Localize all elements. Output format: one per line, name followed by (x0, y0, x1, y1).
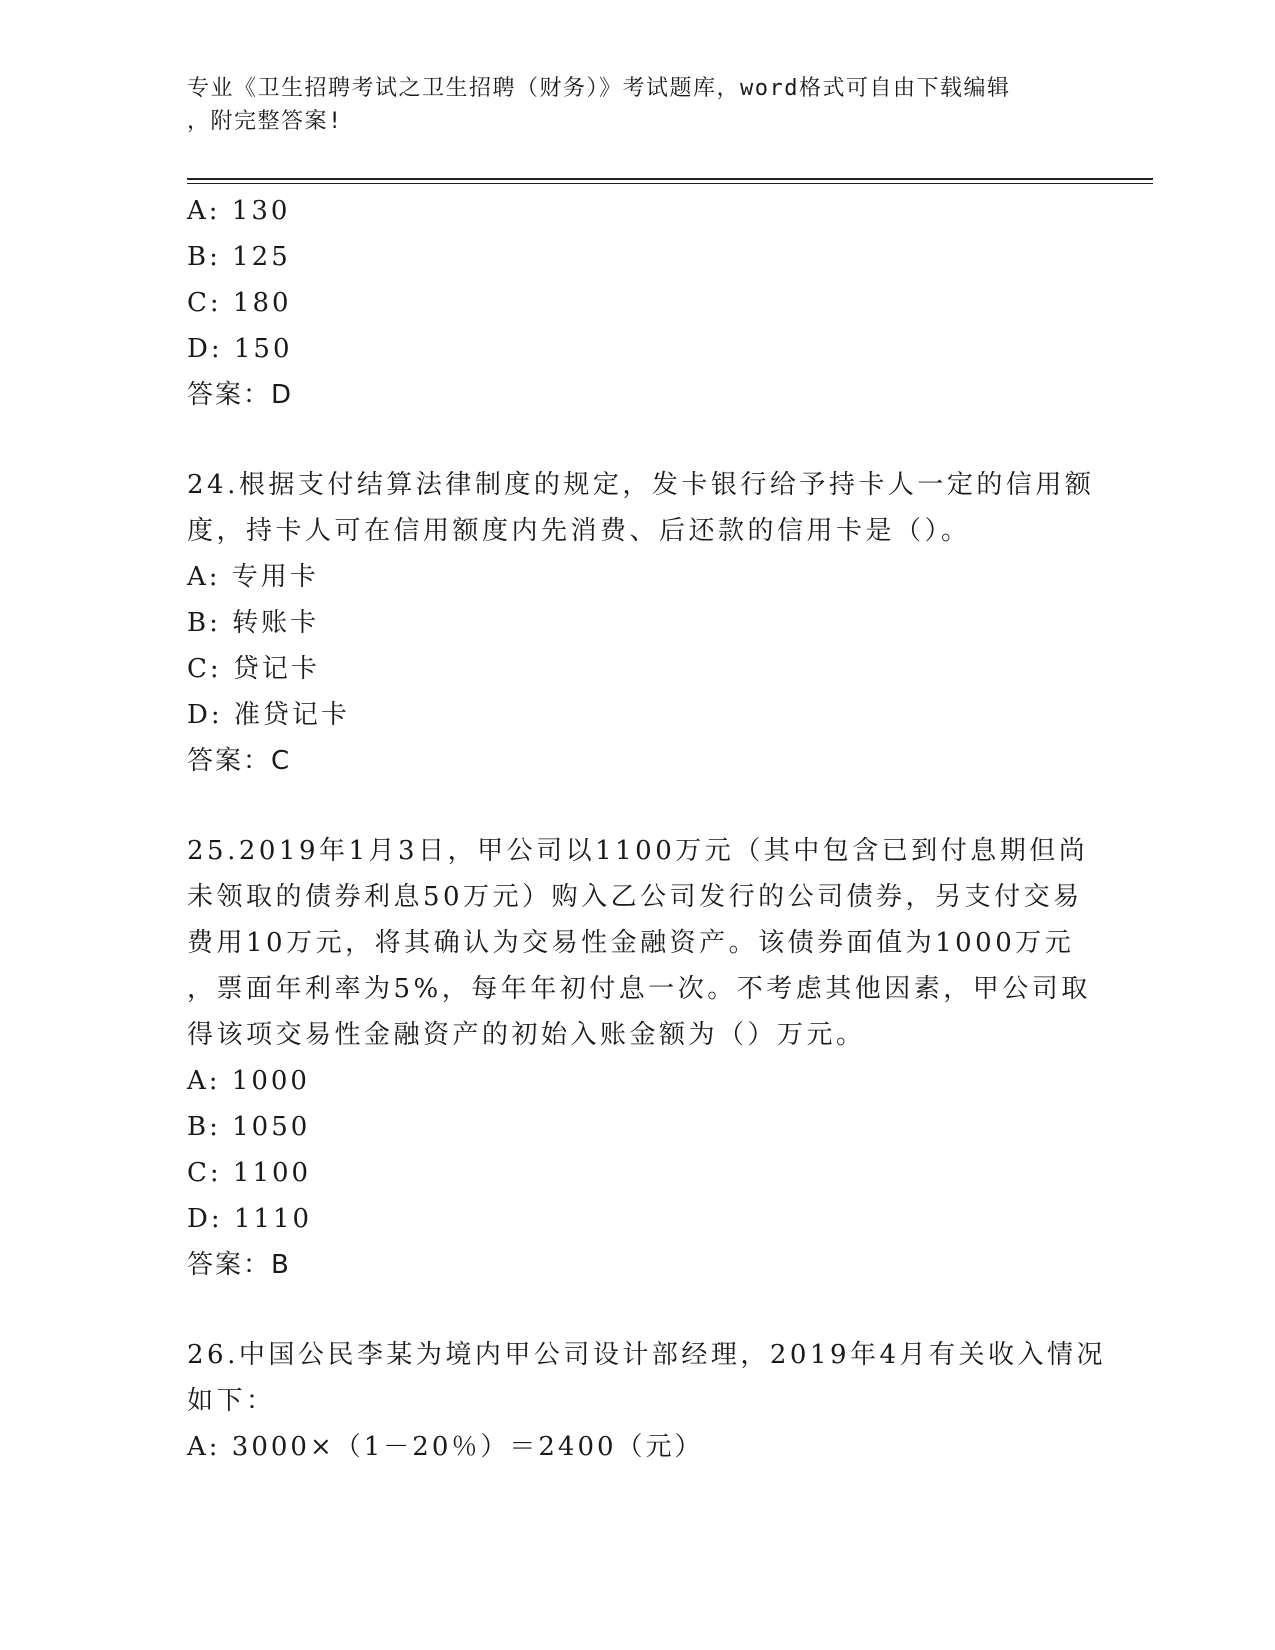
question-list (187, 188, 1107, 1470)
answer: 答案：B (187, 1250, 291, 1280)
question-23 (187, 188, 1087, 418)
header-line-2: ，附完整答案! (187, 109, 343, 134)
question-text-line: 如下： (187, 1386, 276, 1416)
answer: 答案：C (187, 746, 292, 776)
answer: 答案：D (187, 380, 294, 410)
spacer (187, 418, 1087, 462)
option-c: C: 180 (187, 288, 292, 318)
option-a: A: 130 (187, 196, 291, 226)
option-c: C: 1100 (187, 1158, 312, 1188)
option-d: D: 1110 (187, 1204, 313, 1234)
question-text-line: 未领取的债券利息50万元）购入乙公司发行的公司债券，另支付交易 (187, 882, 1083, 912)
option-d: D: 150 (187, 334, 293, 364)
question-text-line: 度，持卡人可在信用额度内先消费、后还款的信用卡是（）。 (187, 516, 971, 546)
question-24 (187, 462, 1095, 784)
question-text-line: 费用10万元，将其确认为交易性金融资产。该债券面值为1000万元 (187, 928, 1075, 958)
option-b: B: 1050 (187, 1112, 311, 1142)
spacer (187, 1288, 1087, 1332)
option-a: A: 专用卡 (187, 562, 319, 592)
option-d: D: 准贷记卡 (187, 700, 350, 730)
question-25 (187, 828, 1091, 1288)
header-rule-thin (187, 183, 1153, 184)
question-text-line: ，票面年利率为5%，每年年初付息一次。不考虑其他因素，甲公司取 (187, 974, 1091, 1004)
question-text-line: 24.根据支付结算法律制度的规定，发卡银行给予持卡人一定的信用额 (187, 470, 1095, 500)
document-header (187, 72, 1087, 138)
option-a: A: 1000 (187, 1066, 310, 1096)
option-b: B: 转账卡 (187, 608, 320, 638)
question-text-line: 得该项交易性金融资产的初始入账金额为（）万元。 (187, 1020, 866, 1050)
question-text-line: 26.中国公民李某为境内甲公司设计部经理，2019年4月有关收入情况 (187, 1340, 1107, 1370)
option-c: C: 贷记卡 (187, 654, 320, 684)
option-b: B: 125 (187, 242, 291, 272)
question-26 (187, 1332, 1107, 1470)
header-line-1: 专业《卫生招聘考试之卫生招聘（财务）》考试题库，word格式可自由下载编辑 (187, 76, 1011, 101)
option-a: A: 3000×（1－20％）＝2400（元） (187, 1432, 704, 1462)
question-text-line: 25.2019年1月3日，甲公司以1100万元（其中包含已到付息期但尚 (187, 836, 1089, 866)
header-rule-thick (187, 178, 1153, 180)
spacer (187, 784, 1087, 828)
